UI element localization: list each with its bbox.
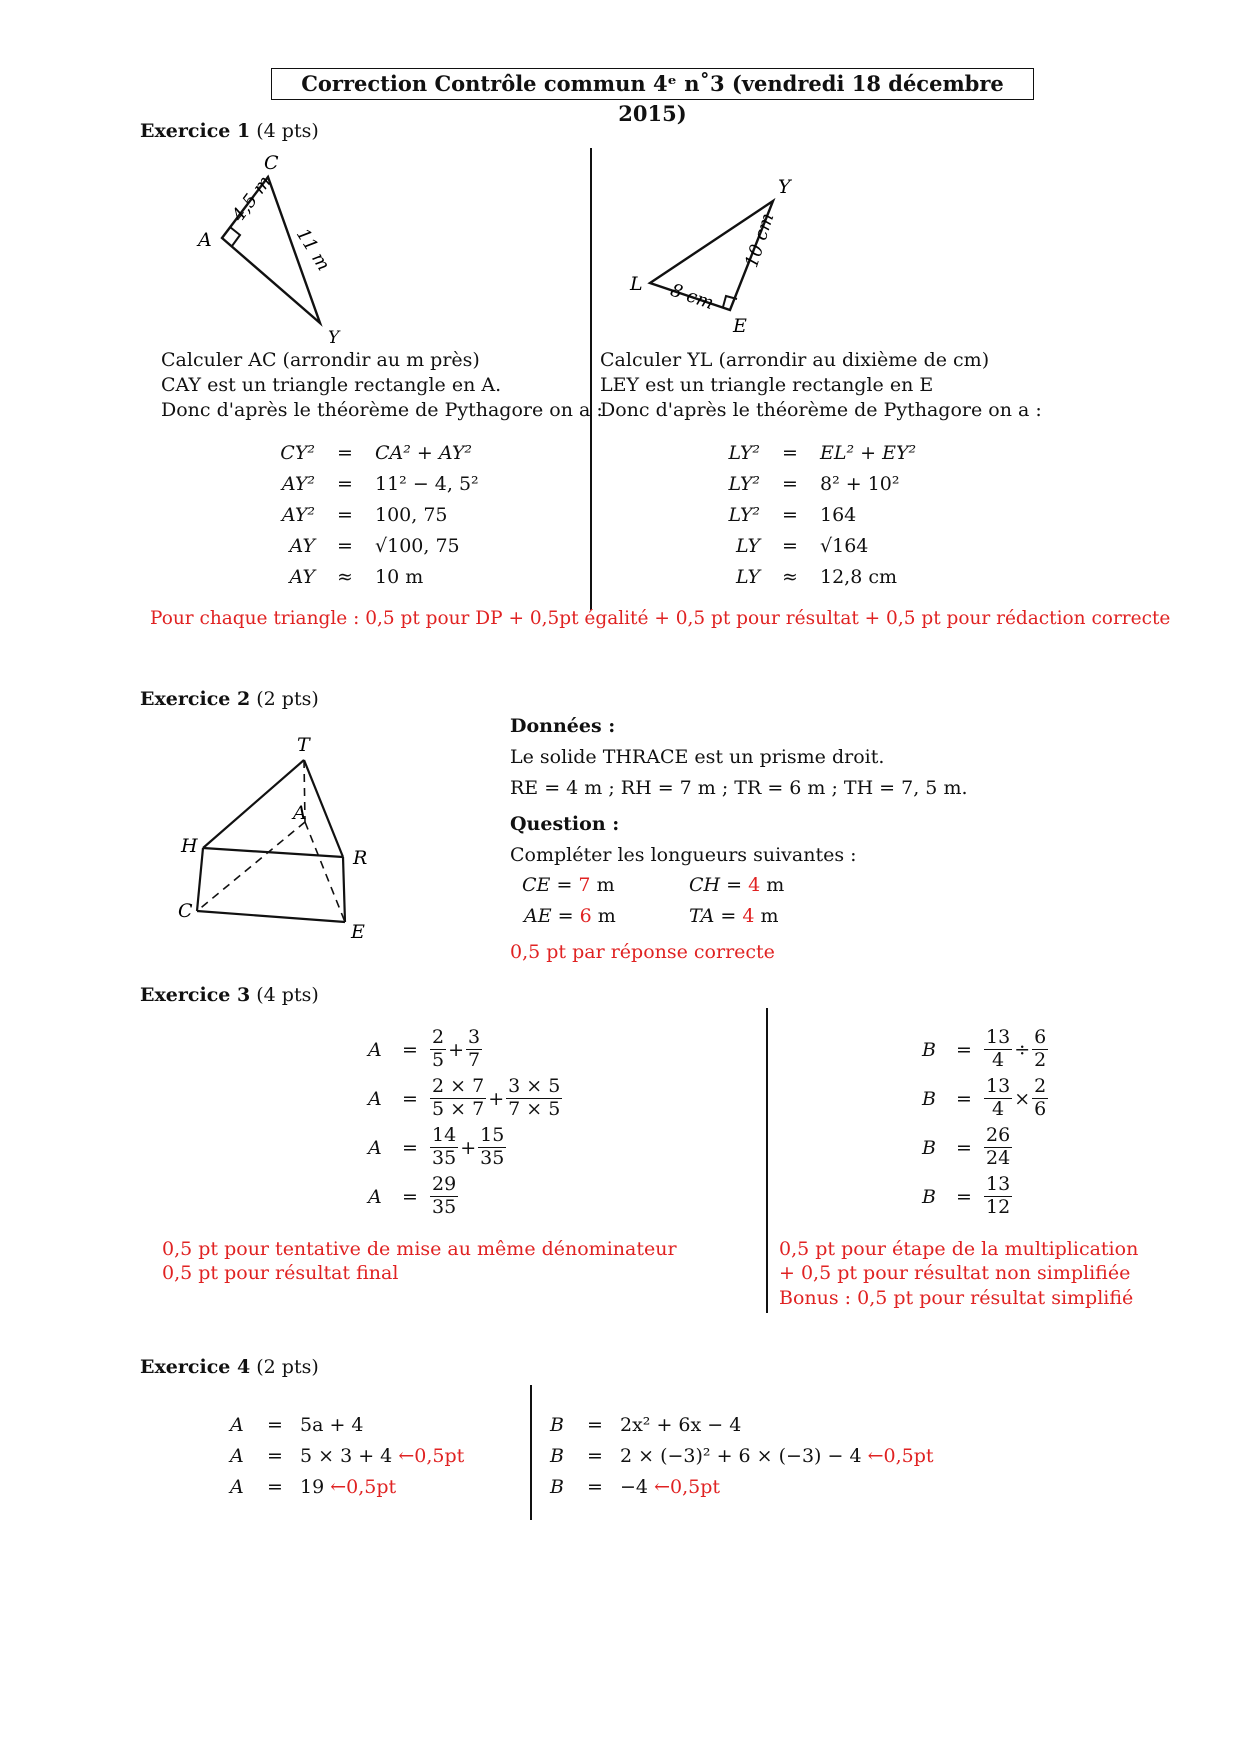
equation-row: LY² = 164 [728, 504, 857, 526]
label-c2: C [178, 900, 193, 922]
equation-row: AY² = 11² − 4, 5² [281, 473, 479, 495]
ex3-computation-b [922, 1025, 1048, 1221]
prism-thrace-figure [175, 730, 385, 945]
ex1-right-statement: LEY est un triangle rectangle en E [600, 374, 934, 396]
equation-row: LY = √164 [736, 535, 869, 557]
ex2-points: (2 pts) [256, 688, 319, 710]
equation-row: CY² = CA² + AY² [280, 442, 472, 464]
triangle-ley-figure [610, 170, 840, 345]
ex2-data-line2: RE = 4 m ; RH = 7 m ; TR = 6 m ; TH = 7, 5 m. [510, 777, 968, 799]
label-l: L [630, 273, 643, 295]
label-e: E [733, 315, 747, 337]
ex3-points: (4 pts) [256, 984, 319, 1006]
equation-row: LY² = 8² + 10² [728, 473, 900, 495]
ex1-right-prompt: Calculer YL (arrondir au dixième de cm) [600, 349, 990, 371]
equation-row: LY ≈ 12,8 cm [736, 566, 898, 588]
ex1-left-equations [255, 442, 479, 597]
ex3-computation-a [368, 1025, 562, 1221]
ex3-grading-b-1: 0,5 pt pour étape de la multiplication [779, 1238, 1139, 1260]
right-angle-mark-e [723, 296, 737, 307]
edge-re [343, 857, 345, 922]
answer-ae: AE = 6 m [524, 905, 616, 927]
edge-ae-hidden [305, 822, 345, 922]
ex4-points: (2 pts) [256, 1356, 319, 1378]
answer-ta: TA = 4 m [689, 905, 779, 927]
length-ey: 10 cm [741, 210, 779, 271]
equation-row: AY ≈ 10 m [289, 566, 424, 588]
ex2-grading: 0,5 pt par réponse correcte [510, 941, 775, 963]
label-r: R [353, 847, 368, 869]
fraction-row: A = $\frac{2 \times 7}{5 \times 7}$ + $\frac{3 \times 5}{7 \times 5}$ [368, 1075, 561, 1120]
ex4-divider [530, 1385, 532, 1520]
label-c: C [264, 152, 279, 174]
equation-row: B = 2 × (−3)² + 6 × (−3) − 4 ←0,5pt [550, 1445, 934, 1467]
ex3-grading-b-3: Bonus : 0,5 pt pour résultat simplifié [779, 1287, 1134, 1309]
length-ca: 4,5 m [227, 171, 276, 226]
ex4-heading [140, 1356, 319, 1379]
ex1-grading: Pour chaque triangle : 0,5 pt pour DP + 0,5pt égalité + 0,5 pt pour résultat + 0,5 pt pour rédaction correcte [150, 608, 1171, 629]
label-a2: A [293, 802, 307, 824]
length-le: 8 cm [667, 279, 717, 314]
ex3-grading-a-1: 0,5 pt pour tentative de mise au même dénominateur [162, 1238, 677, 1260]
fraction-row: B = $\frac{26}{24}$ [922, 1124, 1011, 1169]
ex2-title: Exercice 2 [140, 688, 251, 710]
ex1-left-pythagore: Donc d'après le théorème de Pythagore on a : [161, 399, 603, 421]
fraction-row: A = $\frac{14}{35}$ + $\frac{15}{35}$ [368, 1124, 505, 1169]
length-cy: 11 m [291, 224, 334, 275]
fraction-row: B = $\frac{13}{4}$ × $\frac{2}{6}$ [922, 1075, 1047, 1120]
ex3-heading [140, 984, 319, 1007]
fraction-row: A = $\frac{29}{35}$ [368, 1173, 457, 1218]
triangle-cay-figure [180, 145, 380, 350]
equation-row: A = 5a + 4 [230, 1414, 364, 1436]
answer-ce: CE = 7 m [522, 874, 615, 896]
fraction-row: B = $\frac{13}{4}$ ÷ $\frac{6}{2}$ [922, 1026, 1047, 1071]
edge-ac-hidden [197, 822, 305, 911]
page-title: Correction Contrôle commun 4ᵉ n˚3 (vendredi 18 décembre 2015) [271, 68, 1034, 100]
ex3-grading-b-2: + 0,5 pt pour résultat non simplifiée [779, 1262, 1131, 1284]
ex1-heading [140, 120, 319, 143]
ex3-grading-a-2: 0,5 pt pour résultat final [162, 1262, 399, 1284]
ex2-heading [140, 688, 319, 711]
equation-row: B = −4 ←0,5pt [550, 1476, 720, 1498]
edge-hc [197, 848, 203, 911]
label-h: H [181, 835, 198, 857]
label-a: A [198, 229, 212, 251]
fraction-row: B = $\frac{13}{12}$ [922, 1173, 1011, 1218]
ex2-question-title: Question : [510, 813, 620, 835]
ex3-divider [766, 1008, 768, 1313]
edge-tr [304, 760, 343, 857]
ex1-points: (4 pts) [256, 120, 319, 142]
ex1-title: Exercice 1 [140, 120, 251, 142]
equation-row: AY = √100, 75 [289, 535, 460, 557]
ex2-question-line: Compléter les longueurs suivantes : [510, 844, 857, 866]
ex2-data-line1: Le solide THRACE est un prisme droit. [510, 746, 885, 768]
equation-row: A = 19 ←0,5pt [230, 1476, 397, 1498]
equation-row: B = 2x² + 6x − 4 [550, 1414, 742, 1436]
ex4-computation-a [230, 1414, 464, 1507]
label-y: Y [328, 328, 340, 348]
fraction-row: A = $\frac{2}{5}$ + $\frac{3}{7}$ [368, 1026, 481, 1071]
edge-ce [197, 911, 345, 922]
ex3-title: Exercice 3 [140, 984, 251, 1006]
ex2-data-title: Données : [510, 715, 616, 737]
ex1-left-prompt: Calculer AC (arrondir au m près) [161, 349, 480, 371]
ex1-right-equations [700, 442, 916, 597]
label-y2: Y [778, 176, 791, 198]
ex4-computation-b [550, 1414, 934, 1507]
equation-row: LY² = EL² + EY² [728, 442, 917, 464]
label-t: T [297, 734, 310, 756]
equation-row: A = 5 × 3 + 4 ←0,5pt [230, 1445, 465, 1467]
answer-ch: CH = 4 m [689, 874, 785, 896]
ex1-right-pythagore: Donc d'après le théorème de Pythagore on a : [600, 399, 1042, 421]
ex1-divider [590, 148, 592, 610]
equation-row: AY² = 100, 75 [281, 504, 448, 526]
ex1-left-statement: CAY est un triangle rectangle en A. [161, 374, 502, 396]
right-angle-mark-a [230, 227, 240, 246]
label-e2: E [351, 921, 365, 943]
ex4-title: Exercice 4 [140, 1356, 251, 1378]
